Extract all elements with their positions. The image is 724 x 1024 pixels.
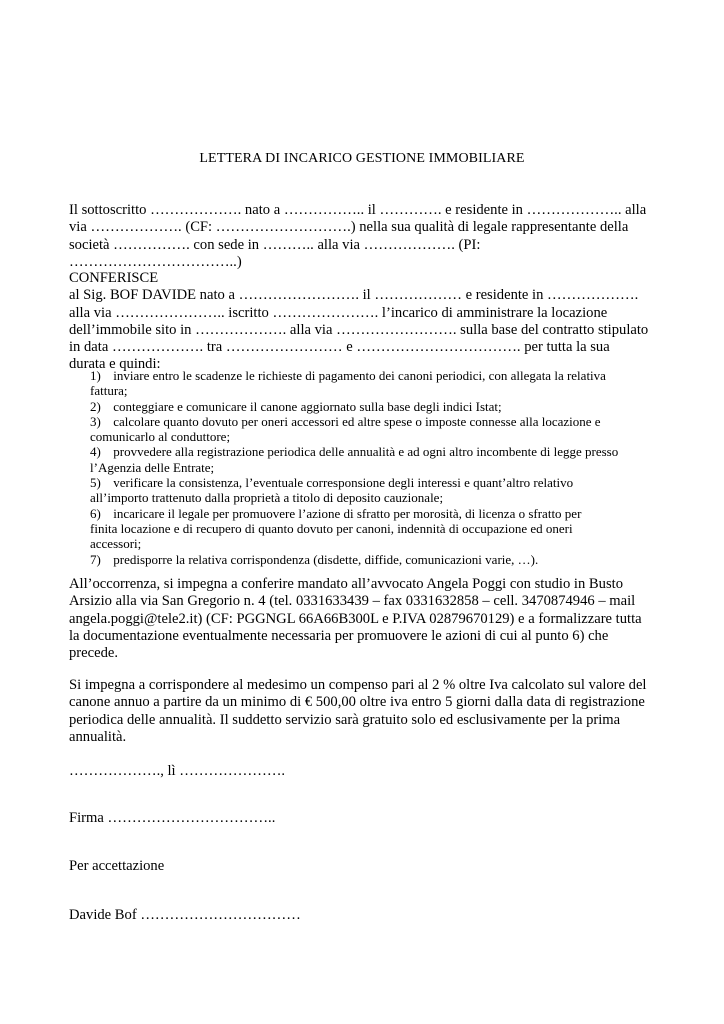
acceptance-signature-line: Davide Bof …………………………… [69,907,301,923]
list-item-number: 7) [90,551,101,567]
conferisce-line: in data ………………. tra …………………… e ……………………………. per tutta la sua [69,339,610,356]
list-item-text: fattura; [90,383,128,399]
list-item-text: all’importo trattenuto dalla proprietà a titolo di deposito cauzionale; [90,490,444,506]
list-item-number: 2) [90,398,101,414]
compenso-line: canone annuo a partire da un minimo di € 500,00 oltre iva entro 5 giorni dalla data di registrazione [69,694,645,711]
compenso-paragraph [69,677,657,746]
occorrenza-line: precede. [69,645,119,662]
list-item-text: verificare la consistenza, l’eventuale corresponsione degli interessi e quant’altro relativo [113,475,574,491]
list-item [90,399,660,414]
occorrenza-line: angela.poggi@tele2.it) (CF: PGGNGL 66A66B300L e P.IVA 02879670129) e a formalizzare tutta [69,610,642,627]
document-title: LETTERA DI INCARICO GESTIONE IMMOBILIARE [199,151,525,166]
list-item [90,475,660,506]
acceptance-label: Per accettazione [69,858,165,874]
list-item [90,506,660,552]
list-item-text: calcolare quanto dovuto per oneri accessori ed altre spese o imposte connesse alla locazione e [113,413,601,429]
intro-line: ……………………………..) [69,253,242,270]
duties-list [90,368,660,567]
occorrenza-line: Arsizio alla via San Gregorio n. 4 (tel. 0331633439 – fax 0331632858 – cell. 3470874946 – mail [69,593,636,610]
occorrenza-line: la documentazione eventualmente necessaria per promuovere le azioni di cui al punto 6) che [69,627,609,644]
compenso-line: periodica delle annualità. Il suddetto servizio sarà gratuito solo ed esclusivamente per la prima [69,711,621,728]
list-item [90,552,660,567]
list-item [90,444,660,475]
list-item [90,414,660,445]
list-item-text: predisporre la relativa corrispondenza (disdette, diffide, comunicazioni varie, …). [113,551,539,567]
conferisce-line: dell’immobile sito in ………………. alla via ……………………. sulla base del contratto stipulato [69,321,649,338]
conferisce-line: al Sig. BOF DAVIDE nato a ……………………. il ……………… e residente in ………………. [69,287,639,304]
place-date-line: ………………., lì …………………. [69,763,286,779]
intro-line: società ……………. con sede in ……….. alla via ………………. (PI: [69,236,481,253]
list-item-number: 5) [90,475,101,491]
list-item-text: finita locazione e di recupero di quanto dovuto per canoni, indennità di occupazione ed oneri [90,520,573,536]
conferisce-heading: CONFERISCE [69,270,159,286]
list-item-text: inviare entro le scadenze le richieste di pagamento dei canoni periodici, con allegata la relativa [113,368,606,383]
list-item-number: 3) [90,413,101,429]
list-item-number: 1) [90,368,101,383]
compenso-line: Si impegna a corrispondere al medesimo un compenso pari al 2 % oltre Iva calcolato sul valore del [69,677,647,693]
intro-paragraph [69,202,657,271]
occorrenza-paragraph [69,576,657,662]
list-item-text: incaricare il legale per promuovere l’azione di sfratto per morosità, di licenza o sfratto per [113,505,582,521]
list-item-number: 6) [90,505,101,521]
list-item-text: l’Agenzia delle Entrate; [90,459,215,475]
list-item [90,368,660,399]
signature-line: Firma …………………………….. [69,810,276,826]
compenso-line: annualità. [69,728,127,745]
list-item-text: comunicarlo al conduttore; [90,429,231,445]
conferisce-line: durata e quindi: [69,356,161,373]
list-item-text: accessori; [90,536,142,552]
intro-line: Il sottoscritto ………………. nato a …………….. il …………. e residente in ……………….. alla [69,202,647,218]
conferisce-paragraph [69,270,657,374]
intro-line: via ………………. (CF: ……………………….) nella sua qualità di legale rappresentante della [69,219,629,236]
list-item-text: provvedere alla registrazione periodica delle annualità e ad ogni altro incombente di legge presso [113,444,619,460]
occorrenza-line: All’occorrenza, si impegna a conferire mandato all’avvocato Angela Poggi con studio in Busto [69,576,623,592]
list-item-text: conteggiare e comunicare il canone aggiornato sulla base degli indici Istat; [113,398,502,414]
conferisce-line: alla via ………………….. iscritto …………………. l’incarico di amministrare la locazione [69,304,608,321]
list-item-number: 4) [90,444,101,460]
